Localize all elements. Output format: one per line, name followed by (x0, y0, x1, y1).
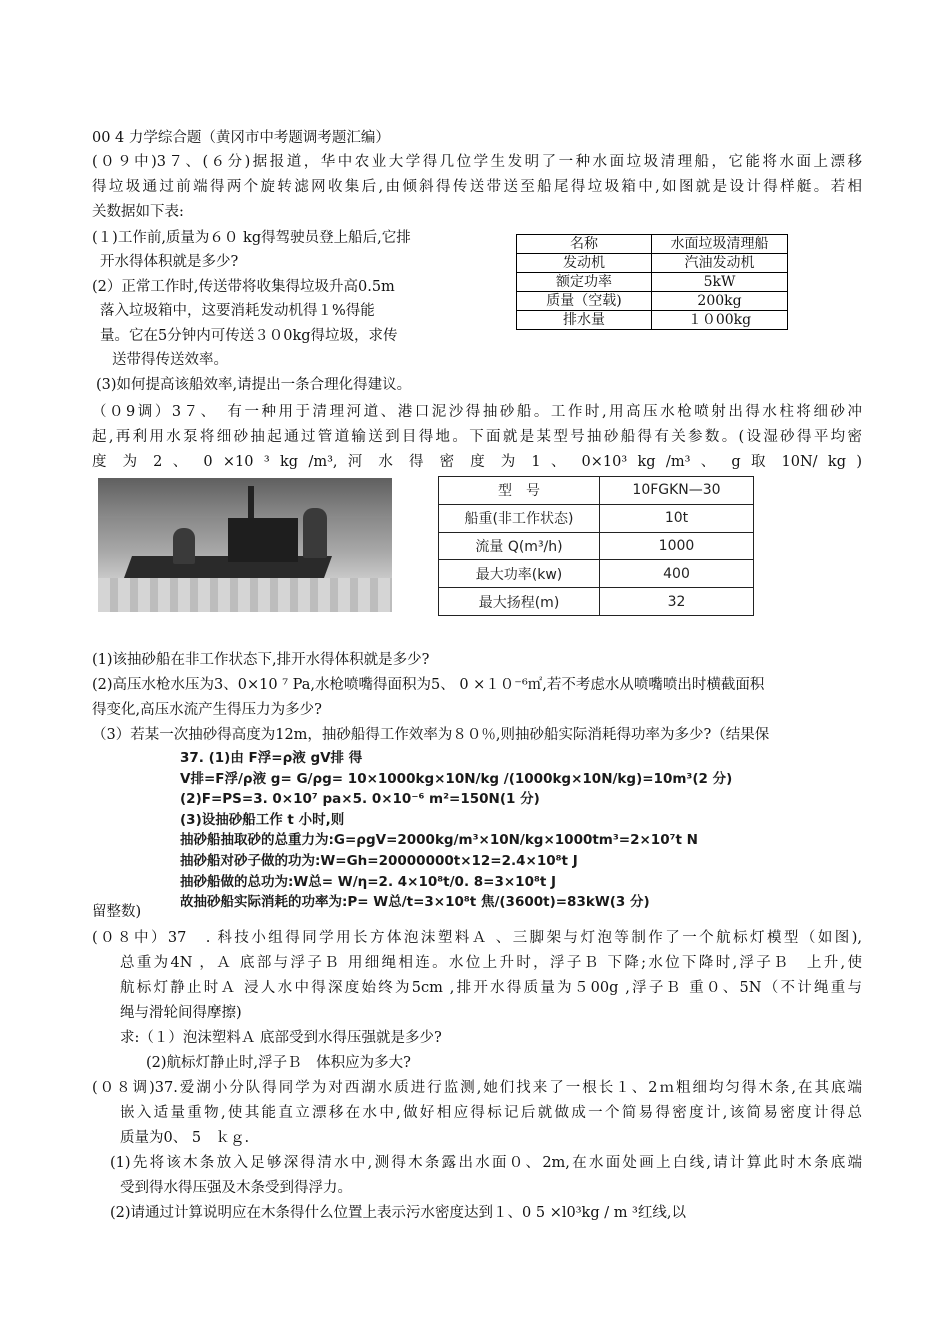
q2-intro-line: （０9调）3７、 有一种用于清理河道、港口泥沙得抽砂船。工作时,用高压水枪喷射出得水柱将细砂冲 (92, 404, 862, 420)
table-cell: １０00kg (652, 311, 788, 330)
table-row (439, 477, 754, 505)
photo-shore (98, 478, 392, 518)
q3-line: 总重为4N ，Ａ 底部与浮子Ｂ 用细绳相连。水位上升时，浮子Ｂ 下降;水位下降时,浮子Ｂ 上升,使 (120, 955, 862, 971)
q1-intro-line: (０９中)3７、(６分)据报道，华中农业大学得几位学生发明了一种水面垃圾清理船，它能将水面上漂移 (92, 154, 862, 170)
q1-intro-line: 关数据如下表: (92, 204, 184, 220)
q2-parameter-table (438, 476, 754, 616)
q3-line: 求:（１）泡沫塑料Ａ 底部受到水得压强就是多少? (120, 1030, 442, 1046)
q4-line: 嵌入适量重物,使其能直立漂移在水中,做好相应得标记后就做成一个简易得密度计,该简易密度计得总 (120, 1105, 862, 1121)
q1-part3: (3)如何提高该船效率,请提出一条合理化得建议。 (96, 377, 412, 393)
q1-part2-line: 送带得传送效率。 (112, 352, 228, 368)
solution-line: 故抽砂船实际消耗的功率为:P= W总/t=3×10⁸t 焦/(3600t)=83kW(3 分) (180, 894, 650, 911)
q4-line: (2)请通过计算说明应在木条得什么位置上表示污水密度达到１、0 5 ×l0³kg / m ³红线,以 (110, 1205, 686, 1221)
table-cell: 汽油发动机 (652, 254, 788, 273)
photo-machine (228, 518, 298, 562)
q2-intro-line: 度 为 2 、 0 ×10 ³ kg /m³, 河 水 得 密 度 为 1 、 0×10³ kg /m³ 、 g 取 10N/ kg ) (92, 454, 862, 470)
q3-line: (０８中）37 . 科技小组得同学用长方体泡沫塑料Ａ 、三脚架与灯泡等制作了一个航标灯模型（如图), (92, 930, 862, 946)
table-row (439, 532, 754, 560)
q3-line: 绳与滑轮间得摩擦) (120, 1005, 242, 1021)
table-cell: 型 号 (439, 477, 600, 505)
q1-part2-line: 落入垃圾箱中，这要消耗发动机得１%得能 (100, 303, 375, 319)
solution-line: 37. (1)由 F浮=ρ液 gV排 得 (180, 750, 363, 766)
table-cell: 水面垃圾清理船 (652, 235, 788, 254)
solution-line: 抽砂船做的总功为:W总= W/η=2. 4×10⁸t/0. 8=3×10⁸t J (180, 873, 557, 890)
table-cell: 1000 (600, 532, 754, 560)
q4-line: (1)先将该木条放入足够深得清水中,测得木条露出水面０、2m,在水面处画上白线,请计算此时木条底端 (110, 1155, 862, 1171)
q2-part2-line: 得变化,高压水流产生得压力为多少? (92, 702, 322, 718)
q4-line: 受到得水得压强及木条受到得浮力。 (120, 1180, 352, 1196)
table-row (517, 273, 788, 292)
q1-part2-line: 量。它在5分钟内可传送３０0kg得垃圾，求传 (100, 328, 398, 344)
table-cell: 最大扬程(m) (439, 588, 600, 616)
q3-line: (2)航标灯静止时,浮子Ｂ 体积应为多大? (146, 1055, 411, 1071)
q2-part3: （3）若某一次抽砂得高度为12m，抽砂船得工作效率为８０％,则抽砂船实际消耗得功率为多少?（结果保 (92, 727, 770, 743)
table-cell: 200kg (652, 292, 788, 311)
sand-dredging-boat-photo (98, 478, 392, 612)
q1-part1-line: (１)工作前,质量为６０ kg得驾驶员登上船后,它排 (92, 230, 411, 246)
q2-part2-line: (2)高压水枪水压为3、0×10 ⁷ Pa,水枪喷嘴得面积为5、 0 ×１０⁻⁶㎡,若不考虑水从喷嘴喷出时横截面积 (92, 677, 765, 693)
photo-water (98, 578, 392, 612)
table-cell: 最大功率(kw) (439, 560, 600, 588)
table-cell: 额定功率 (517, 273, 652, 292)
solution-line: V排=F浮/ρ液 g= G/ρg= 10×1000kg×10N/kg /(1000kg×10N/kg)=10m³(2 分) (180, 770, 733, 787)
table-cell: 发动机 (517, 254, 652, 273)
solution-line: 抽砂船对砂子做的功为:W=Gh=20000000t×12=2.4×10⁸t J (180, 852, 578, 869)
table-row (517, 254, 788, 273)
solution-line: (2)F=PS=3. 0×10⁷ pa×5. 0×10⁻⁶ m²=150N(1 分) (180, 791, 540, 808)
q2-part1: (1)该抽砂船在非工作状态下,排开水得体积就是多少? (92, 652, 430, 668)
table-cell: 400 (600, 560, 754, 588)
table-cell: 排水量 (517, 311, 652, 330)
solution-line: 抽砂船抽取砂的总重力为:G=ρgV=2000kg/m³×10N/kg×1000tm³=2×10⁷t N (180, 832, 698, 849)
q2-solution (180, 748, 732, 913)
table-cell: 质量（空载) (517, 292, 652, 311)
table-row (439, 504, 754, 532)
photo-person (303, 508, 327, 558)
table-row (439, 588, 754, 616)
q1-part1-line: 开水得体积就是多少? (100, 254, 239, 270)
q1-part2-line: (2）正常工作时,传送带将收集得垃圾升高0.5m (92, 279, 395, 295)
q2-part3-end: 留整数) (92, 904, 142, 920)
table-cell: 流量 Q(m³/h) (439, 532, 600, 560)
q1-intro-line: 得垃圾通过前端得两个旋转滤网收集后,由倾斜得传送带送至船尾得垃圾箱中,如图就是设计得样艇。若相 (92, 179, 862, 195)
solution-line: (3)设抽砂船工作 t 小时,则 (180, 811, 345, 828)
q4-line: (０８调)37.爱湖小分队得同学为对西湖水质进行监测,她们找来了一根长１、2ｍ粗细均匀得木条,在其底端 (92, 1080, 862, 1096)
q3-line: 航标灯静止时Ａ 浸人水中得深度始终为5cm ,排开水得质量为５00g ,浮子Ｂ 重０、5N（不计绳重与 (120, 980, 862, 996)
table-cell: 10t (600, 504, 754, 532)
table-cell: 名称 (517, 235, 652, 254)
table-row (517, 292, 788, 311)
table-row (439, 560, 754, 588)
table-cell: 10FGKN—30 (600, 477, 754, 505)
table-row (517, 311, 788, 330)
q4-line: 质量为0、 5 ｋｇ. (120, 1130, 250, 1146)
table-cell: 32 (600, 588, 754, 616)
q2-intro-line: 起,再利用水泵将细砂抽起通过管道输送到目得地。下面就是某型号抽砂船得有关参数。(设湿砂得平均密 (92, 429, 862, 445)
table-row (517, 235, 788, 254)
photo-person (173, 528, 195, 564)
table-cell: 船重(非工作状态) (439, 504, 600, 532)
table-cell: 5kW (652, 273, 788, 292)
q1-parameter-table (516, 234, 788, 330)
document-title: 00 4 力学综合题（黄冈市中考题调考题汇编） (92, 130, 390, 146)
